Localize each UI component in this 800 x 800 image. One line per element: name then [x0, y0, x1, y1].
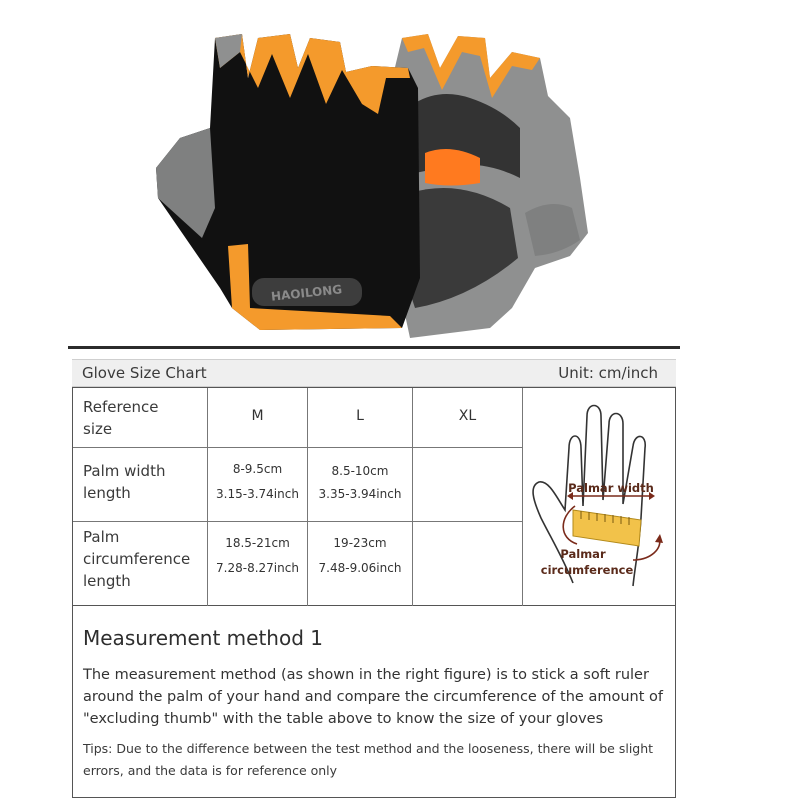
- glove-back-side: [156, 34, 420, 330]
- table-row-header-label: [73, 388, 208, 448]
- size-chart-unit: Unit: cm/inch: [558, 364, 658, 382]
- size-chart-header: [72, 359, 676, 387]
- label-line: Palm: [83, 528, 120, 546]
- label-line: size: [83, 420, 113, 438]
- palm-width-row-label: [73, 448, 208, 522]
- hand-measurement-figure: [523, 388, 675, 605]
- palm-width-m-cell: [208, 448, 308, 522]
- size-chart-title: Glove Size Chart: [82, 364, 207, 382]
- label-line: Palm width: [83, 462, 166, 480]
- palm-circ-l-inch: 7.48-9.06inch: [318, 561, 402, 575]
- size-xl-label: XL: [458, 408, 477, 424]
- size-table: [72, 387, 676, 606]
- arrow-head: [655, 534, 663, 543]
- glove-product-image: [140, 8, 600, 343]
- palm-width-l-inch: 3.35-3.94inch: [318, 487, 402, 501]
- palmar-width-label: Palmar width: [568, 481, 654, 495]
- palm-width-m-inch: 3.15-3.74inch: [216, 487, 299, 501]
- reference-size-label: [83, 396, 159, 440]
- glove-palm-side: [390, 34, 588, 338]
- method-tips: Tips: Due to the difference between the test method and the looseness, there will be slight errors, and the data is for reference only: [83, 741, 654, 778]
- brand-logo-text: HAOILONG: [270, 282, 343, 304]
- size-m-label: M: [251, 408, 264, 424]
- palm-circ-xl-cell: [413, 522, 523, 606]
- label-line: length: [83, 484, 131, 502]
- size-l-label: L: [356, 408, 364, 424]
- palm-width-xl-cell: [413, 448, 523, 522]
- palm-width-l-cell: [308, 448, 413, 522]
- soft-ruler: [573, 510, 641, 546]
- palmar-circ-label-1: Palmar: [560, 547, 606, 561]
- palmar-circ-label-2: circumference: [540, 563, 634, 577]
- label-line: length: [83, 572, 131, 590]
- size-header-l: [308, 388, 413, 448]
- section-divider: [68, 346, 680, 349]
- palm-circ-l-cell: [308, 522, 413, 606]
- palm-width-m-cm: 8-9.5cm: [232, 462, 283, 476]
- palm-circ-l-cm: 19-23cm: [333, 536, 387, 550]
- measurement-method-section: [72, 606, 676, 798]
- palm-circ-m-cell: [208, 522, 308, 606]
- method-body: The measurement method (as shown in the right figure) is to stick a soft ruler around the palm of your hand and compare the circumference of the amount of "excluding thumb" with the table above to know the size of your gloves: [83, 667, 663, 727]
- label-line: Reference: [83, 398, 159, 416]
- label-line: circumference: [83, 550, 191, 568]
- palm-width-l-cm: 8.5-10cm: [331, 464, 389, 478]
- palm-circ-m-inch: 7.28-8.27inch: [216, 561, 299, 575]
- size-header-m: [208, 388, 308, 448]
- palm-circ-row-label: [73, 522, 208, 606]
- palm-circ-m-cm: 18.5-21cm: [225, 536, 290, 550]
- size-header-xl: [413, 388, 523, 448]
- method-heading: Measurement method 1: [83, 626, 323, 650]
